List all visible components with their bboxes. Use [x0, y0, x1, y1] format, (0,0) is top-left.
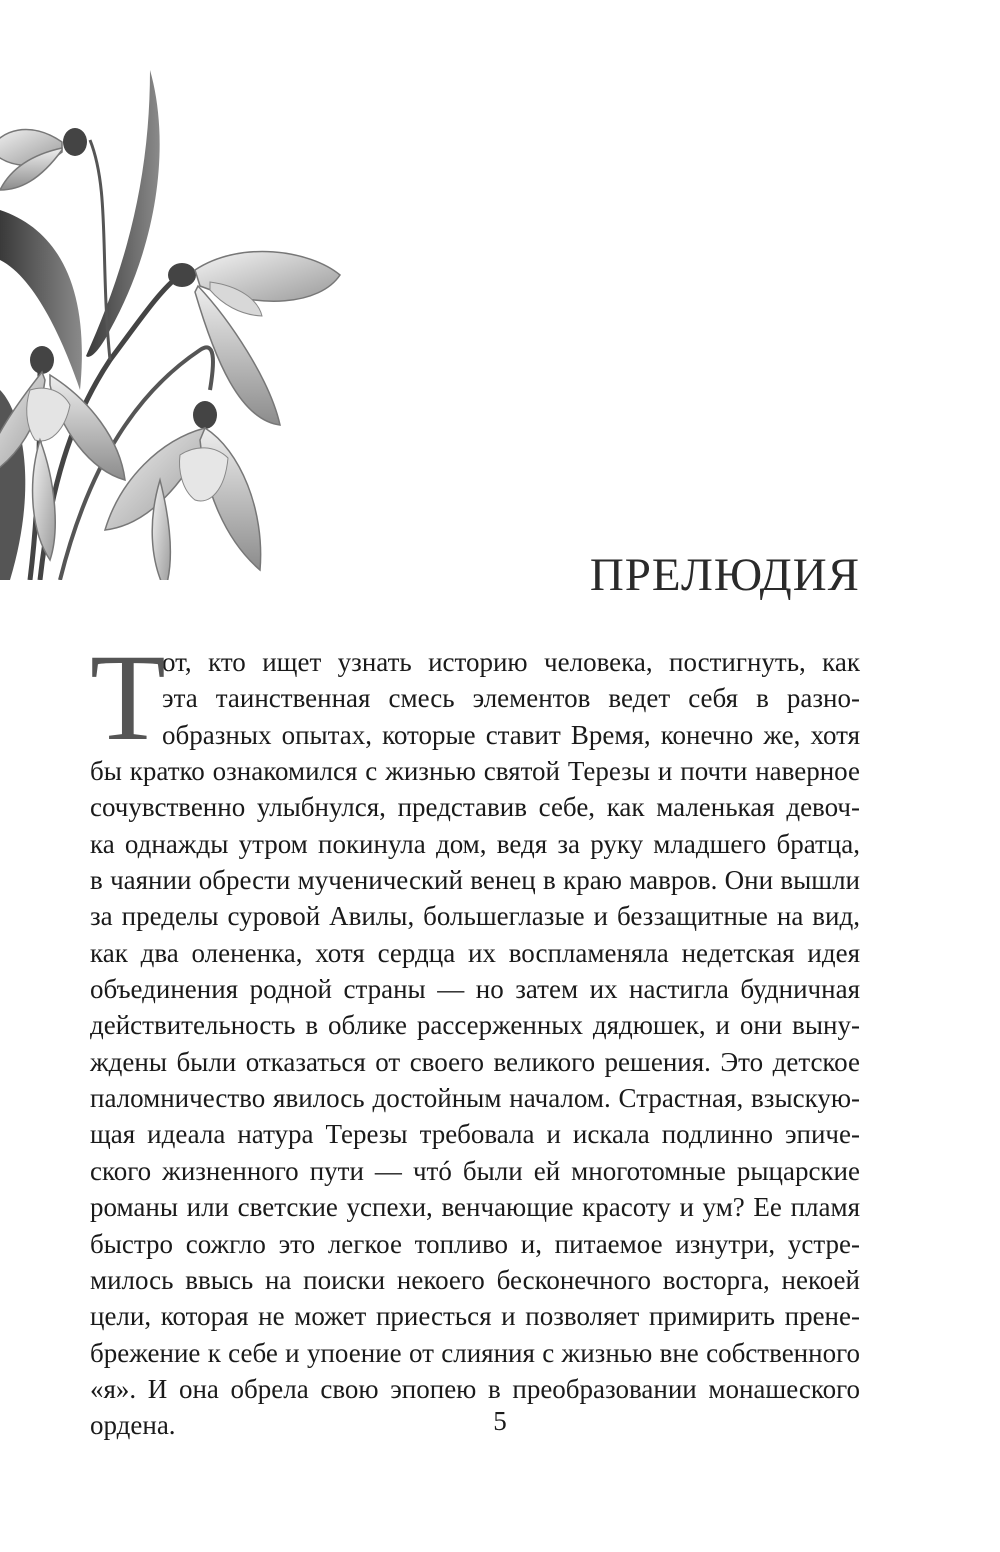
text-line: сочувственно улыбнулся, представив себе, как маленькая девоч- — [90, 792, 860, 823]
text-line: цели, которая не может приесться и позволяет примирить прене- — [90, 1301, 860, 1332]
text-line: быстро сожгло это легкое топливо и, питаемое изнутри, устре- — [90, 1228, 860, 1259]
page-number: 5 — [493, 1406, 507, 1436]
text-line: паломничество явилось достойным началом. Страстная, взыскую- — [90, 1083, 860, 1114]
text-line: романы или светские успехи, венчающие красоту и ум? Ее пламя — [90, 1192, 860, 1223]
text-line: ждены были отказаться от своего великого решения. Это детское — [90, 1046, 860, 1077]
text-line: эта таинственная смесь элементов ведет себя в разно- — [162, 683, 860, 714]
snowdrop-illustration — [0, 60, 360, 580]
text-line: от, кто ищет узнать историю человека, постигнуть, как — [162, 647, 860, 677]
text-line: образных опытах, которые ставит Время, конечно же, хотя — [162, 719, 860, 750]
text-line: ордена. — [90, 1410, 176, 1441]
text-line: за пределы суровой Авилы, большеглазые и беззащитные на вид, — [90, 901, 860, 932]
text-line: щая идеала натура Терезы требовала и искала подлинно эпиче- — [90, 1119, 860, 1150]
body-text — [90, 629, 860, 1444]
text-line: «я». И она обрела свою эпопею в преобразовании монашеского — [90, 1373, 860, 1404]
text-line: брежение к себе и упоение от слияния с жизнью вне собственного — [90, 1337, 860, 1368]
text-line: как два олененка, хотя сердца их воспламеняла недетская идея — [90, 937, 860, 968]
text-line: ка однажды утром покинула дом, ведя за руку младшего братца, — [90, 828, 860, 859]
text-line: милось ввысь на поиски некоего бесконечного восторга, некоей — [90, 1264, 860, 1295]
chapter-title: ПРЕЛЮДИЯ — [589, 549, 860, 601]
text-line: объединения родной страны — но затем их настигла будничная — [90, 974, 860, 1005]
drop-cap: Т — [90, 629, 166, 766]
text-line: действительность в облике рассерженных дядюшек, и они выну- — [90, 1010, 860, 1041]
text-line: ского жизненного пути — чтó были ей многотомные рыцарские — [90, 1155, 860, 1186]
text-line: бы кратко ознакомился с жизнью святой Терезы и почти наверное — [90, 756, 860, 787]
text-line: в чаянии обрести мученический венец в краю мавров. Они вышли — [90, 865, 860, 896]
